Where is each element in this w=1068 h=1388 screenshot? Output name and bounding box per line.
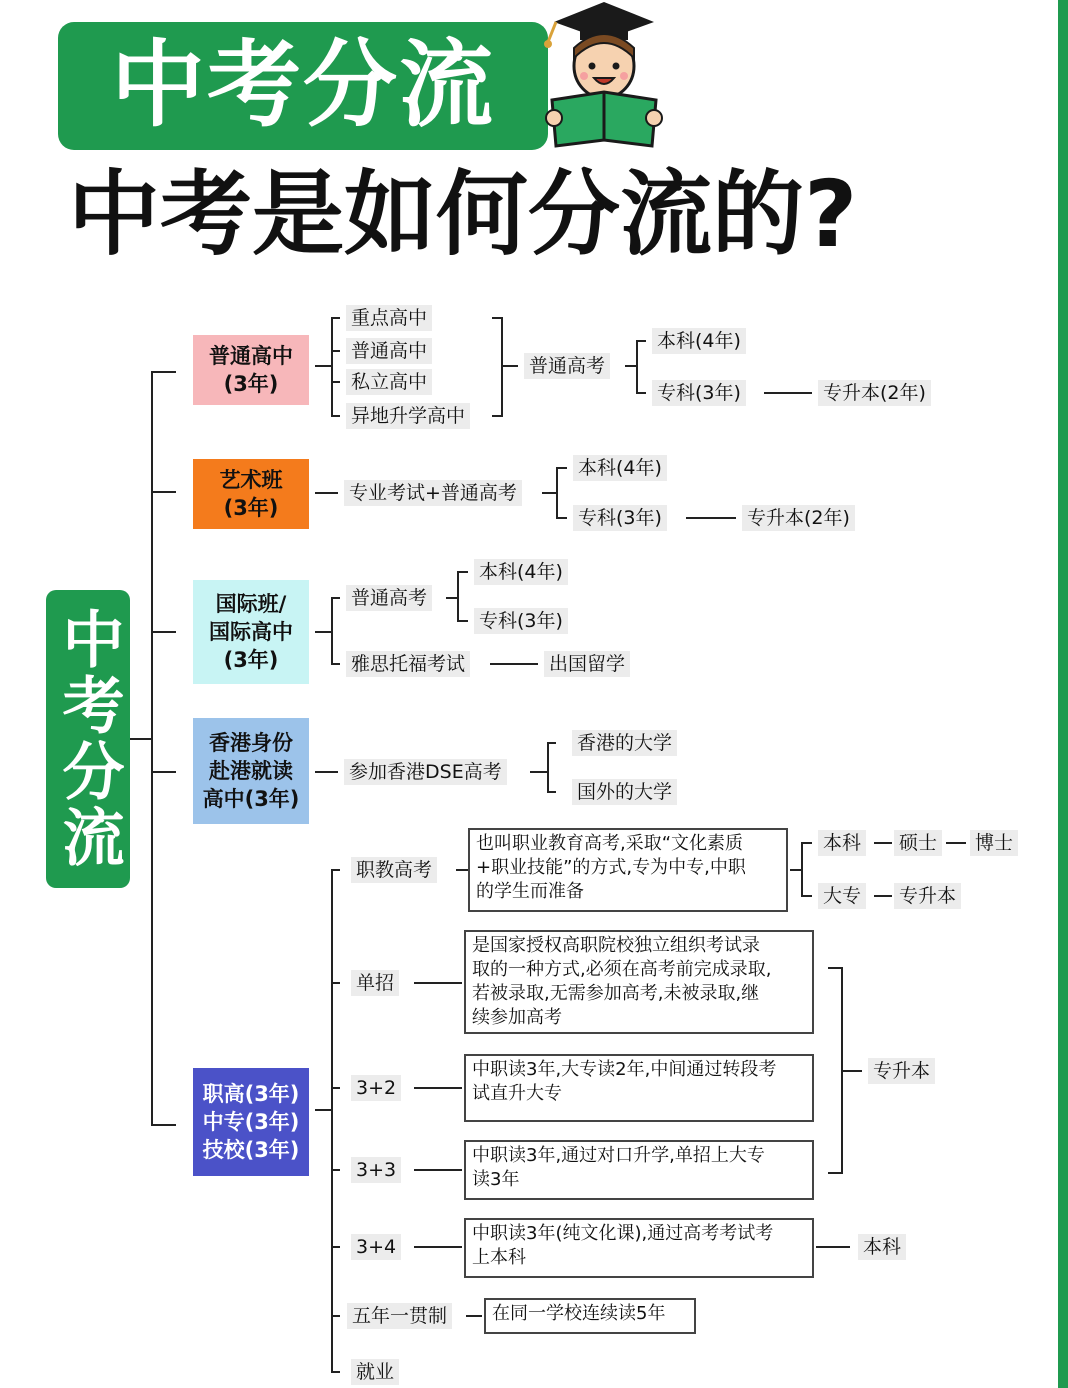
single-enroll-desc: 是国家授权高职院校独立组织考试录 取的一种方式,必须在高考前完成录取, 若被录取,无需参加高考,未被录取,继 续参加高考 [464, 930, 814, 1034]
intl-abroad: 出国留学 [544, 651, 630, 677]
category-hong-kong: 香港身份 赴港就读 高中(3年) [193, 718, 309, 824]
art-upgrade: 专升本(2年) [742, 505, 855, 531]
scheme-3-3: 3+3 [351, 1157, 401, 1183]
intl-bachelor: 本科(4年) [474, 559, 568, 585]
school-private: 私立高中 [346, 369, 432, 395]
category-vocational: 职高(3年) 中专(3年) 技校(3年) [193, 1068, 309, 1176]
hk-exam: 参加香港DSE高考 [344, 759, 507, 785]
normal-bachelor: 本科(4年) [652, 328, 746, 354]
path-bachelor: 本科 [818, 830, 866, 856]
vocational-upgrade: 专升本 [868, 1058, 935, 1084]
school-key: 重点高中 [346, 305, 432, 331]
page-title: 中考分流 [58, 22, 548, 150]
category-normal-high-school: 普通高中 (3年) [193, 335, 309, 405]
intl-exam: 普通高考 [346, 585, 432, 611]
scheme-3-2-desc: 中职读3年,大专读2年,中间通过转段考 试直升大专 [464, 1054, 814, 1122]
employment: 就业 [351, 1359, 399, 1385]
single-enroll: 单招 [351, 970, 399, 996]
vocational-exam: 职教高考 [351, 857, 437, 883]
school-normal: 普通高中 [346, 338, 432, 364]
scheme-3-4-desc: 中职读3年(纯文化课),通过高考考试考 上本科 [464, 1218, 814, 1278]
path-master: 硕士 [894, 830, 942, 856]
five-year-desc: 在同一学校连续读5年 [484, 1298, 696, 1334]
normal-exam: 普通高考 [524, 353, 610, 379]
art-bachelor: 本科(4年) [573, 455, 667, 481]
art-college: 专科(3年) [573, 505, 667, 531]
page-subtitle: 中考是如何分流的? [68, 161, 858, 268]
category-art-class: 艺术班 (3年) [193, 459, 309, 529]
scheme-3-2: 3+2 [351, 1075, 401, 1101]
path-junior-college: 大专 [818, 883, 866, 909]
intl-college: 专科(3年) [474, 608, 568, 634]
vocational-exam-desc: 也叫职业教育高考,采取“文化素质 +职业技能”的方式,专为中专,中职 的学生而准备 [468, 828, 788, 912]
intl-ielts: 雅思托福考试 [346, 651, 470, 677]
hk-university: 香港的大学 [572, 730, 677, 756]
path-upgrade: 专升本 [894, 883, 961, 909]
five-year-program: 五年一贯制 [347, 1303, 452, 1329]
normal-upgrade: 专升本(2年) [818, 380, 931, 406]
scheme-3-4-result: 本科 [858, 1234, 906, 1260]
path-doctor: 博士 [970, 830, 1018, 856]
normal-college: 专科(3年) [652, 380, 746, 406]
side-label: 中考分流 [46, 590, 130, 888]
school-remote: 异地升学高中 [346, 403, 470, 429]
art-exam: 专业考试+普通高考 [344, 480, 522, 506]
abroad-university: 国外的大学 [572, 779, 677, 805]
category-international: 国际班/ 国际高中 (3年) [193, 580, 309, 684]
scheme-3-4: 3+4 [351, 1234, 401, 1260]
scheme-3-3-desc: 中职读3年,通过对口升学,单招上大专 读3年 [464, 1140, 814, 1200]
